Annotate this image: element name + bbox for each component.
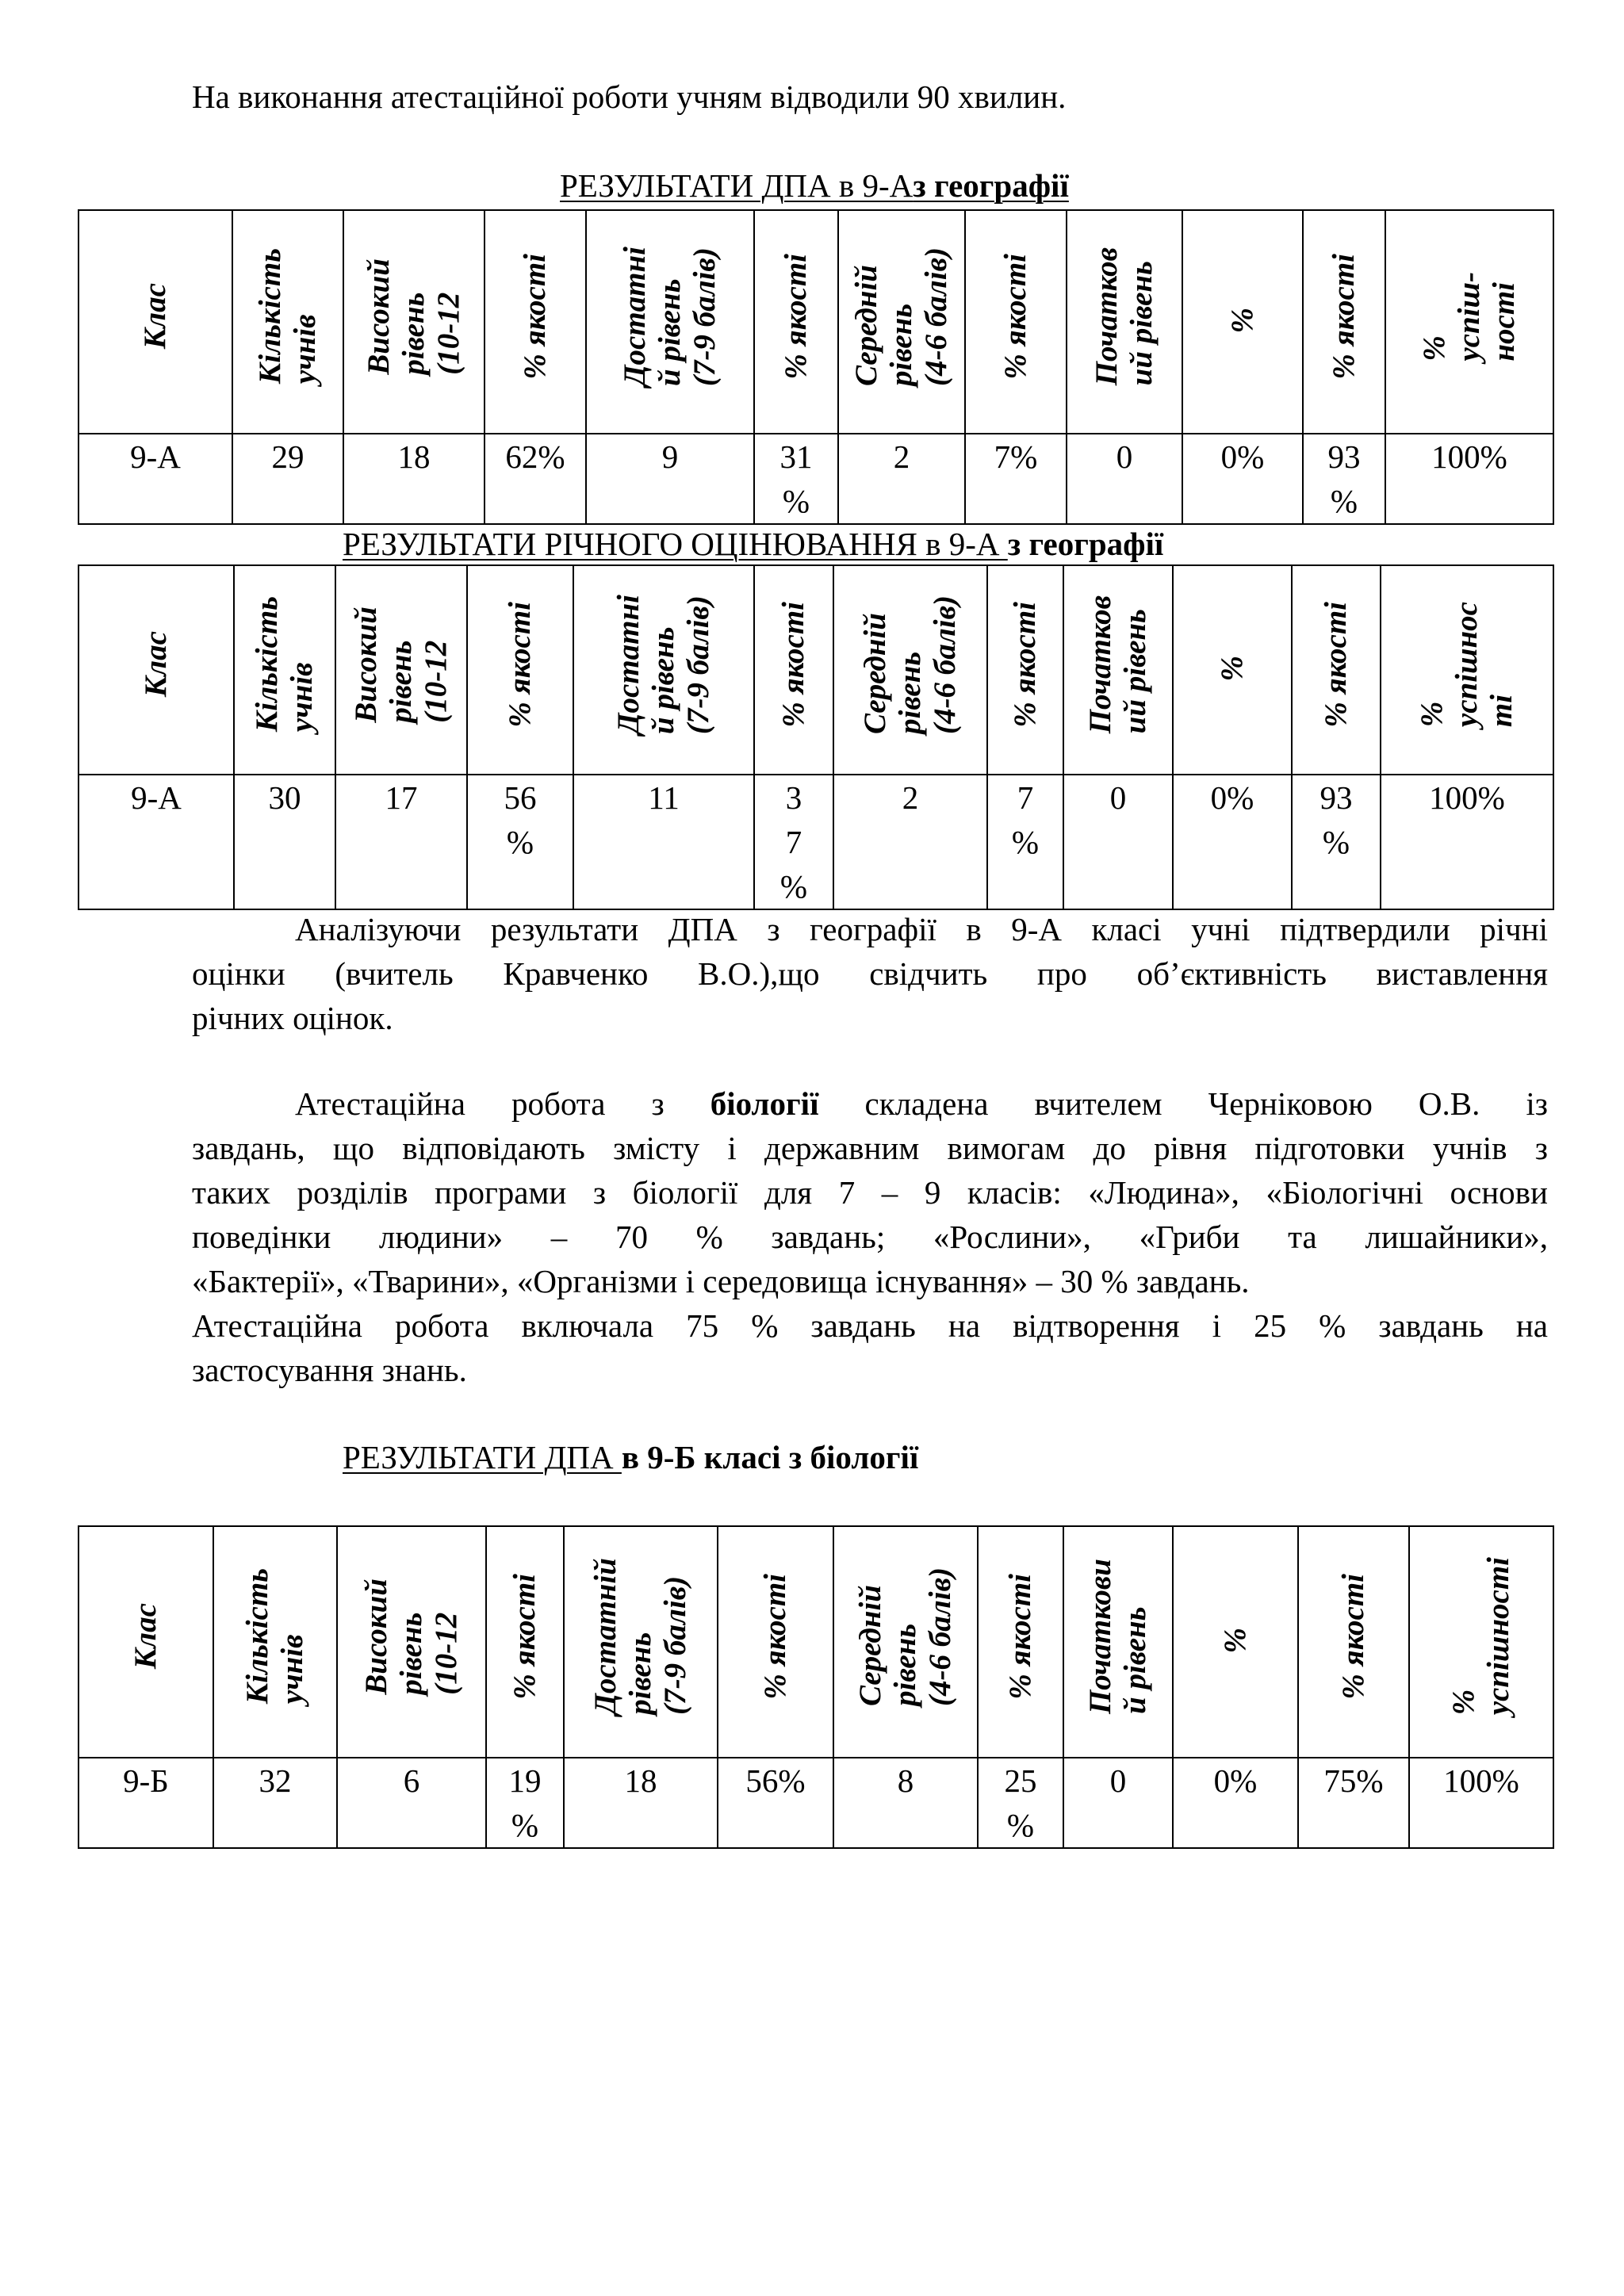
table1-header-cell: % якості [754,210,838,434]
biology-line: завдань, що відповідають змісту і державним вимогам до рівня підготовки учнів з [192,1130,1548,1166]
table3-header-cell: % якості [1298,1526,1409,1758]
analysis-line: оцінки (вчитель Кравченко В.О.),що свідчить про об’єктивність виставлення [192,955,1548,992]
table1-cell: 18 [343,434,485,524]
table3-header-cell: % якості [486,1526,564,1758]
table1-caption-bold: з географії [913,167,1069,204]
subject-bold: біології [710,1085,819,1122]
table1-header-cell: % [1182,210,1303,434]
table2-caption [343,523,1163,564]
table3-header-cell: Кількість учнів [213,1526,337,1758]
table1 [78,209,1554,525]
table2-header-cell: % якості [1292,565,1381,775]
table2-header-cell: Достатні й рівень (7-9 балів) [573,565,754,775]
table1-header-cell: Достатні й рівень (7-9 балів) [586,210,754,434]
table1-header-cell: % якості [485,210,586,434]
analysis-line: Аналізуючи результати ДПА з географії в 9-А класі учні підтвердили річні [295,911,1548,947]
table1-header-cell: % якості [965,210,1067,434]
table3-header-cell: % [1173,1526,1298,1758]
table3 [78,1525,1554,1849]
table2-header-cell: Високий рівень (10-12 [335,565,467,775]
table1-caption-prefix: РЕЗУЛЬТАТИ ДПА в 9-А [560,167,914,204]
table2-caption-bold: з географії [1007,526,1164,562]
table2-cell: 93 % [1292,775,1381,909]
table3-header-cell: % якості [978,1526,1063,1758]
table3-cell: 56% [718,1758,833,1848]
table2-cell: 7 % [987,775,1063,909]
table3-cell: 25 % [978,1758,1063,1848]
table3-caption-prefix: РЕЗУЛЬТАТИ ДПА [343,1439,622,1475]
table1-header-cell: Високий рівень (10-12 [343,210,485,434]
table1-caption [560,165,1069,206]
intro-line: На виконання атестаційної роботи учням відводили 90 хвилин. [192,78,1067,115]
table3-header-cell: % успішності [1409,1526,1553,1758]
biology-paragraph [192,1081,1548,1392]
table2-header-cell: Кількість учнів [234,565,335,775]
table2-header-row [79,565,1553,775]
analysis-line: річних оцінок. [192,1000,393,1036]
table3-cell: 75% [1298,1758,1409,1848]
table3-cell: 32 [213,1758,337,1848]
table2-cell: 30 [234,775,335,909]
table3-cell: 6 [337,1758,486,1848]
table2-header-cell: % якості [754,565,833,775]
table2-cell: 0 [1063,775,1173,909]
table1-cell: 29 [232,434,343,524]
table2-cell: 2 [833,775,987,909]
biology-line: таких розділів програми з біології для 7 – 9 класів: «Людина», «Біологічні основи [192,1174,1548,1211]
table3-header-cell: Початкови й рівень [1063,1526,1173,1758]
biology-line: Атестаційна робота включала 75 % завдань на відтворення і 25 % завдань на [192,1307,1548,1344]
biology-line: «Бактерії», «Тварини», «Організми і середовища існування» – 30 % завдань. [192,1263,1250,1299]
table2-cell: 0% [1173,775,1292,909]
table2-header-cell: Середній рівень (4-6 балів) [833,565,987,775]
biology-line: поведінки людини» – 70 % завдань; «Рослини», «Гриби та лишайники», [192,1219,1548,1255]
table2-header-cell: % [1173,565,1292,775]
table1-cell: 9-А [79,434,232,524]
table-row [79,434,1553,524]
analysis-paragraph [192,907,1548,1040]
table1-cell: 2 [838,434,965,524]
table1-cell: 93 % [1303,434,1385,524]
table3-cell: 18 [564,1758,718,1848]
table3-cell: 100% [1409,1758,1553,1848]
table3-header-row [79,1526,1553,1758]
table3-header-cell: % якості [718,1526,833,1758]
table2-header-cell: % якості [467,565,573,775]
table1-cell: 9 [586,434,754,524]
table1-header-cell: % успіш- ності [1385,210,1553,434]
table1-header-row [79,210,1553,434]
table1-header-cell: Середній рівень (4-6 балів) [838,210,965,434]
table2-header-cell: Клас [79,565,234,775]
table3-caption [343,1437,918,1478]
table2-header-cell: % якості [987,565,1063,775]
table3-cell: 9-Б [79,1758,213,1848]
table-row [79,775,1553,909]
table1-header-cell: Клас [79,210,232,434]
table2-cell: 3 7 % [754,775,833,909]
table2-cell: 17 [335,775,467,909]
table3-cell: 8 [833,1758,978,1848]
table2 [78,564,1554,910]
table1-cell: 100% [1385,434,1553,524]
table1-cell: 7% [965,434,1067,524]
table1-header-cell: Кількість учнів [232,210,343,434]
table-row [79,1758,1553,1848]
table3-header-cell: Високий рівень (10-12 [337,1526,486,1758]
table1-header-cell: % якості [1303,210,1385,434]
table2-header-cell: Початков ий рівень [1063,565,1173,775]
table3-cell: 19 % [486,1758,564,1848]
biology-line-1: Атестаційна робота з біології складена вчителем Черніковою О.В. із [295,1085,1548,1122]
table1-cell: 0 [1067,434,1182,524]
table1-cell: 0% [1182,434,1303,524]
table2-cell: 56 % [467,775,573,909]
table2-cell: 9-А [79,775,234,909]
table3-header-cell: Клас [79,1526,213,1758]
table3-header-cell: Достатній рівень (7-9 балів) [564,1526,718,1758]
table3-cell: 0 [1063,1758,1173,1848]
table1-cell: 62% [485,434,586,524]
table2-caption-prefix: РЕЗУЛЬТАТИ РІЧНОГО ОЦІНЮВАННЯ в 9-А [343,526,1008,562]
table2-header-cell: % успішнос ті [1381,565,1553,775]
table3-cell: 0% [1173,1758,1298,1848]
table1-cell: 31 % [754,434,838,524]
table1-header-cell: Початков ий рівень [1067,210,1182,434]
table2-cell: 100% [1381,775,1553,909]
table3-header-cell: Середній рівень (4-6 балів) [833,1526,978,1758]
table2-cell: 11 [573,775,754,909]
table3-caption-bold: в 9-Б класі з біології [621,1439,919,1475]
biology-line: застосування знань. [192,1352,467,1388]
